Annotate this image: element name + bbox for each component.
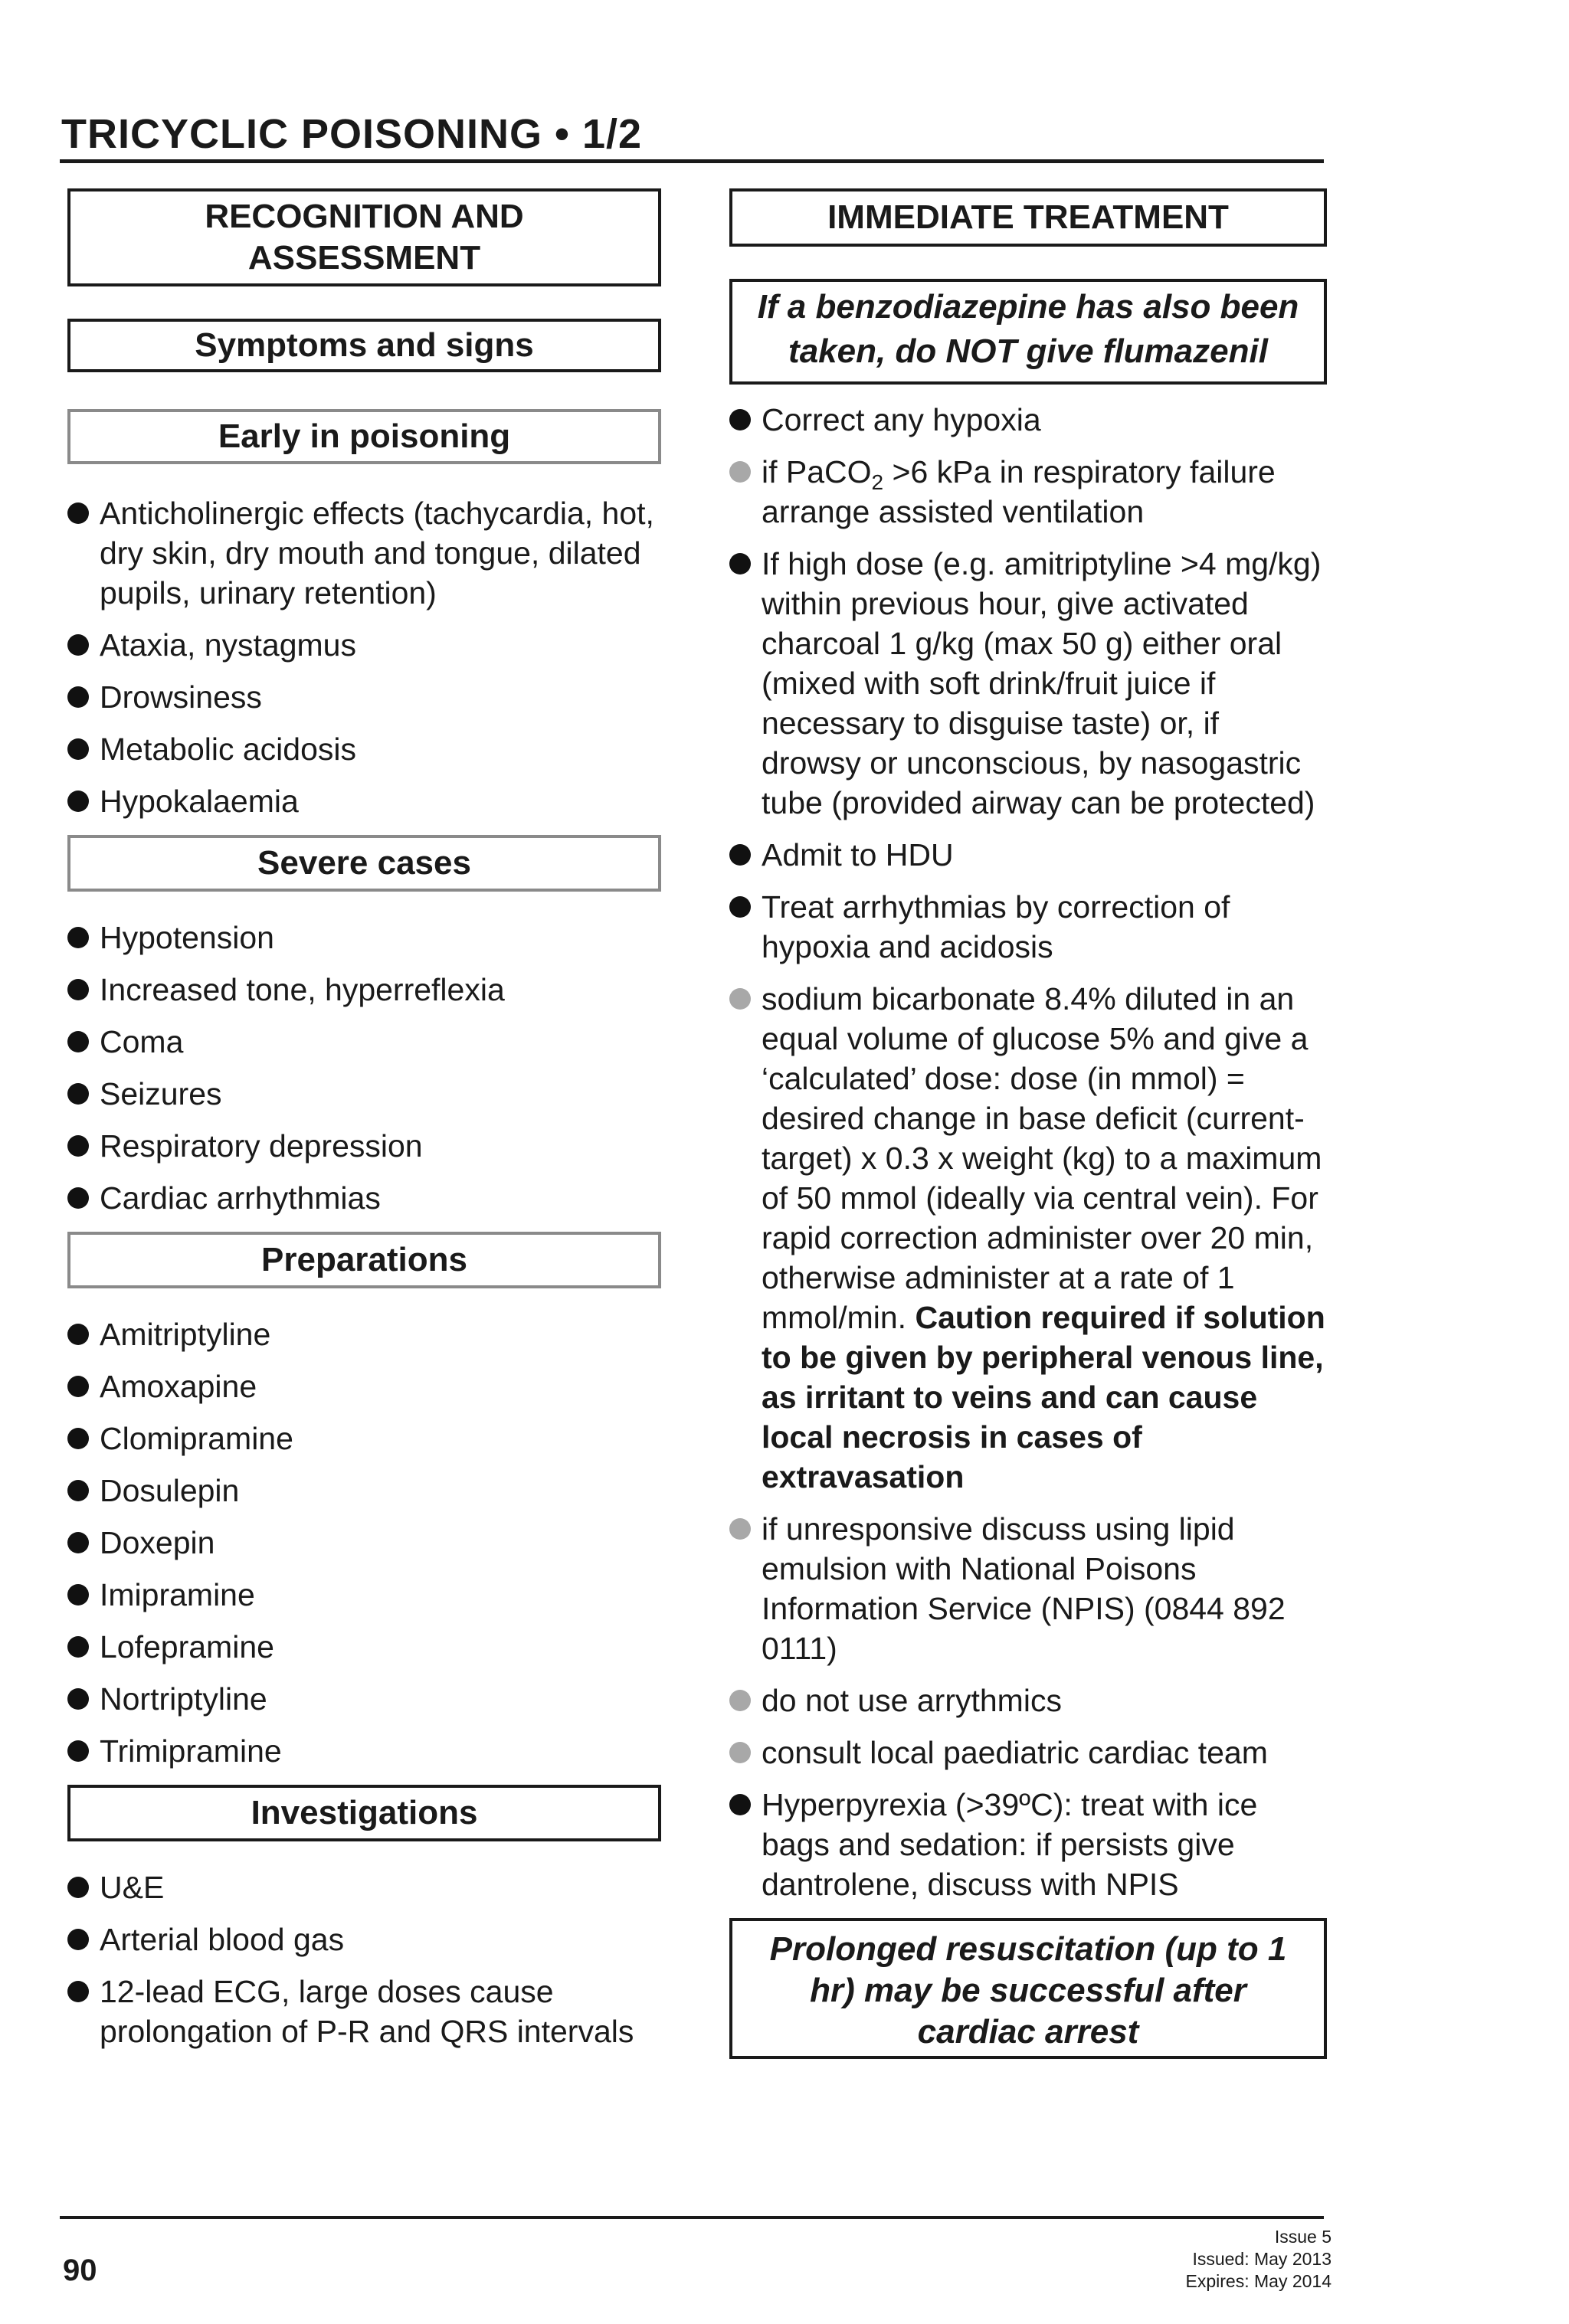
- page-title: TRICYCLIC POISONING • 1/2: [61, 111, 643, 157]
- list-item: Amoxapine: [67, 1367, 661, 1406]
- list-item: Ataxia, nystagmus: [67, 625, 661, 665]
- list-item: Drowsiness: [67, 677, 661, 717]
- list-item: Admit to HDU: [729, 835, 1327, 875]
- sub-list-item: [729, 452, 1327, 532]
- footer-divider: [60, 2216, 1324, 2219]
- immediate-heading-box: [729, 188, 1327, 247]
- list-item: Arterial blood gas: [67, 1920, 661, 1959]
- list-item: Dosulepin: [67, 1471, 661, 1511]
- list-item: Lofepramine: [67, 1627, 661, 1667]
- issue-info: [1186, 2226, 1332, 2293]
- investigations-heading-box: [67, 1785, 661, 1841]
- preparations-list: [67, 1314, 661, 1771]
- list-item: Amitriptyline: [67, 1314, 661, 1354]
- sub-list-item: consult local paediatric cardiac team: [729, 1733, 1327, 1772]
- issue-number: Issue 5: [1274, 2227, 1332, 2247]
- recognition-heading-box: [67, 188, 661, 286]
- severe-heading: Severe cases: [257, 844, 471, 882]
- list-item: 12-lead ECG, large doses cause prolongation of P-R and QRS intervals: [67, 1972, 661, 2051]
- bicarbonate-text: sodium bicarbonate 8.4% diluted in an equal volume of glucose 5% and give a ‘calculated’ dose: dose (in mmol) = desired change in base deficit (current-target) x 0.3 x weight (kg) to a maximum of 50 mmol (ideally via central vein). For rapid correction administer over 20 min, otherwise administer at a rate of 1 mmol/min.: [762, 981, 1322, 1335]
- symptoms-heading: Symptoms and signs: [195, 326, 534, 364]
- sub-list-item: [729, 979, 1327, 1497]
- list-item: Cardiac arrhythmias: [67, 1178, 661, 1218]
- bicarbonate-caution: Caution required if solution to be given by peripheral venous line, as irritant to veins and can cause local necrosis in cases of extravasation: [762, 1300, 1325, 1494]
- list-item: Hypokalaemia: [67, 781, 661, 821]
- list-item: Coma: [67, 1022, 661, 1062]
- severe-list: [67, 918, 661, 1218]
- early-heading-box: [67, 409, 661, 464]
- list-item: Trimipramine: [67, 1731, 661, 1771]
- paco2-suffix: >6 kPa in respiratory failure arrange assisted ventilation: [762, 454, 1276, 529]
- preparations-heading: Preparations: [261, 1241, 467, 1278]
- list-item: Treat arrhythmias by correction of hypoxia and acidosis: [729, 887, 1327, 967]
- recognition-column: [67, 188, 661, 2064]
- resuscitation-note: Prolonged resuscitation (up to 1 hr) may be successful after cardiac arrest: [769, 1930, 1287, 2051]
- list-item: Anticholinergic effects (tachycardia, hot, dry skin, dry mouth and tongue, dilated pupils, urinary retention): [67, 493, 661, 613]
- list-item: Correct any hypoxia: [729, 400, 1327, 440]
- list-item: Clomipramine: [67, 1419, 661, 1458]
- list-item: Hyperpyrexia (>39ºC): treat with ice bags and sedation: if persists give dantrolene, discuss with NPIS: [729, 1785, 1327, 1904]
- recognition-heading: RECOGNITION AND ASSESSMENT: [205, 198, 524, 277]
- sub-list-item: do not use arrythmics: [729, 1681, 1327, 1720]
- list-item: Metabolic acidosis: [67, 729, 661, 769]
- expiry-date: Expires: May 2014: [1185, 2271, 1332, 2291]
- resuscitation-box: [729, 1918, 1327, 2059]
- severe-heading-box: [67, 835, 661, 892]
- issued-date: Issued: May 2013: [1192, 2249, 1332, 2269]
- list-item: If high dose (e.g. amitriptyline >4 mg/kg) within previous hour, give activated charcoal 1 g/kg (max 50 g) either oral (mixed with soft drink/fruit juice if necessary to disguise taste) or, if drowsy or unconscious, by nasogastric tube (provided airway can be protected): [729, 544, 1327, 823]
- title-divider: [60, 159, 1324, 163]
- list-item: Increased tone, hyperreflexia: [67, 970, 661, 1010]
- preparations-heading-box: [67, 1232, 661, 1288]
- early-heading: Early in poisoning: [218, 417, 511, 455]
- flumazenil-warning: If a benzodiazepine has also been taken, do NOT give flumazenil: [757, 288, 1299, 370]
- paco2-prefix: if PaCO: [762, 454, 872, 489]
- list-item: U&E: [67, 1867, 661, 1907]
- investigations-list: [67, 1867, 661, 2051]
- immediate-heading: IMMEDIATE TREATMENT: [827, 198, 1229, 236]
- list-item: Doxepin: [67, 1523, 661, 1563]
- list-item: Imipramine: [67, 1575, 661, 1615]
- list-item: Nortriptyline: [67, 1679, 661, 1719]
- early-list: [67, 493, 661, 821]
- treatment-list: [729, 400, 1327, 1904]
- list-item: Hypotension: [67, 918, 661, 957]
- investigations-heading: Investigations: [251, 1794, 478, 1831]
- list-item: Seizures: [67, 1074, 661, 1114]
- paco2-subscript: 2: [871, 470, 884, 495]
- page-number: 90: [63, 2254, 97, 2287]
- sub-list-item: if unresponsive discuss using lipid emulsion with National Poisons Information Service (NPIS) (0844 892 0111): [729, 1509, 1327, 1668]
- list-item: Respiratory depression: [67, 1126, 661, 1166]
- treatment-column: [729, 188, 1327, 2059]
- symptoms-heading-box: [67, 319, 661, 372]
- flumazenil-warning-box: [729, 279, 1327, 385]
